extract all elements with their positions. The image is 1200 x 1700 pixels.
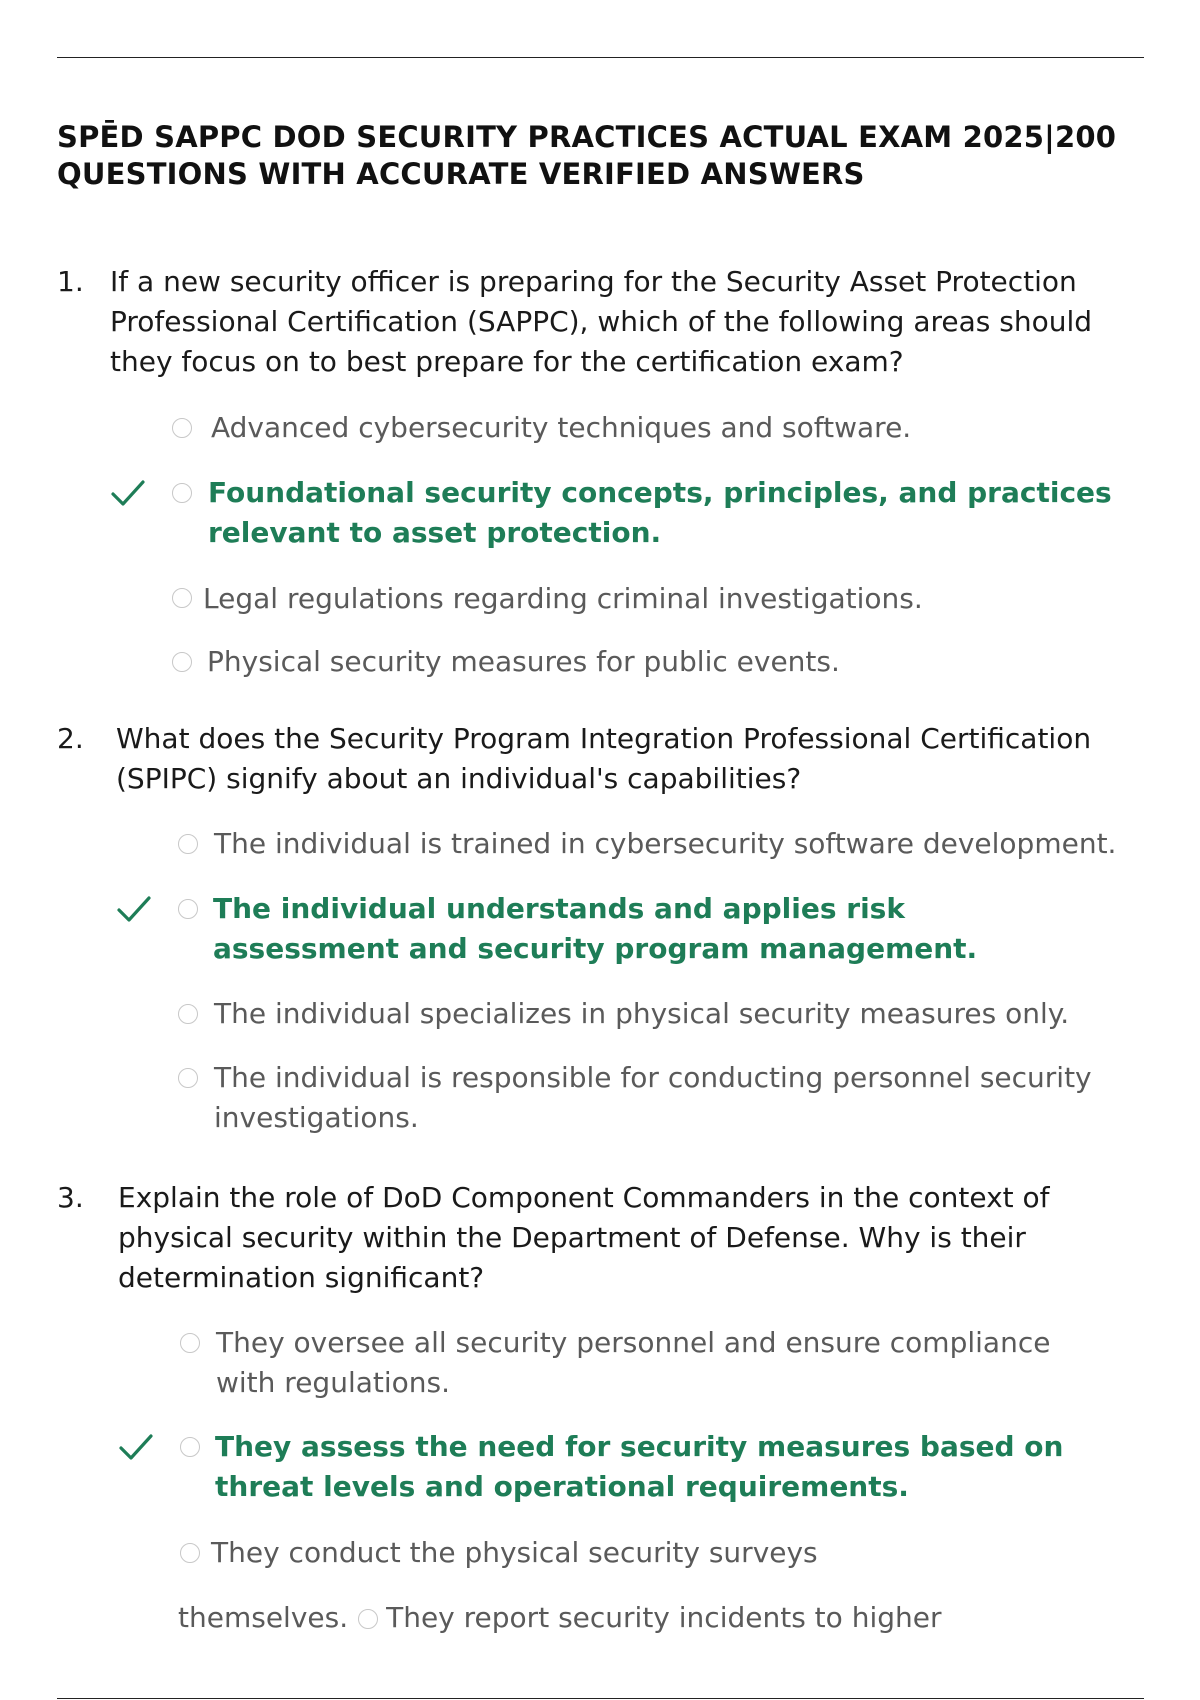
option-text: Legal regulations regarding criminal investigations. — [203, 582, 923, 615]
radio-empty-icon[interactable] — [172, 652, 192, 672]
radio-empty-icon[interactable] — [358, 1609, 378, 1629]
checkmark-icon — [116, 894, 152, 926]
radio-empty-icon[interactable] — [180, 1333, 200, 1353]
option-text: The individual specializes in physical security measures only. — [214, 997, 1070, 1030]
option-text: The individual is trained in cybersecurity software development. — [214, 827, 1117, 860]
option-text: They oversee all security personnel and ensure compliance with regulations. — [216, 1326, 1051, 1399]
option-text: Advanced cybersecurity techniques and software. — [211, 411, 912, 444]
question-text: What does the Security Program Integration Professional Certification (SPIPC) signify about an individual's capabilities? — [116, 722, 1092, 795]
radio-empty-icon[interactable] — [178, 899, 198, 919]
question-number: 1. — [57, 265, 84, 298]
checkmark-icon — [118, 1432, 154, 1464]
option-text: The individual is responsible for conducting personnel security investigations. — [214, 1061, 1092, 1134]
top-rule — [57, 57, 1144, 58]
option-text: They conduct the physical security surveys — [211, 1536, 818, 1569]
question-number: 3. — [57, 1181, 84, 1214]
option-text: themselves. — [178, 1601, 349, 1634]
radio-empty-icon[interactable] — [172, 483, 192, 503]
radio-empty-icon[interactable] — [178, 1004, 198, 1024]
radio-empty-icon[interactable] — [180, 1437, 200, 1457]
question-number: 2. — [57, 722, 84, 755]
radio-empty-icon[interactable] — [172, 588, 192, 608]
radio-empty-icon[interactable] — [180, 1543, 200, 1563]
option-text: Physical security measures for public events. — [207, 645, 840, 678]
option-text: They report security incidents to higher — [386, 1601, 942, 1634]
radio-empty-icon[interactable] — [172, 418, 192, 438]
radio-empty-icon[interactable] — [178, 1068, 198, 1088]
option-line-wrap — [178, 1598, 1158, 1638]
option-text-correct: They assess the need for security measures based on threat levels and operational requirements. — [215, 1430, 1064, 1503]
option-text-correct: The individual understands and applies risk assessment and security program management. — [213, 892, 978, 965]
question-text: If a new security officer is preparing for the Security Asset Protection Professional Certification (SAPPC), which of the following areas should they focus on to best prepare for the certification exam? — [110, 265, 1093, 378]
checkmark-icon — [110, 478, 146, 510]
radio-empty-icon[interactable] — [178, 834, 198, 854]
bottom-rule — [57, 1698, 1144, 1699]
option-text-correct: Foundational security concepts, principles, and practices relevant to asset protection. — [208, 476, 1112, 549]
question-text: Explain the role of DoD Component Commanders in the context of physical security within the Department of Defense. Why is their determination significant? — [118, 1181, 1050, 1294]
document-title: SPĒD SAPPC DOD SECURITY PRACTICES ACTUAL EXAM 2025|200 QUESTIONS WITH ACCURATE VERIFIED ANSWERS — [57, 120, 1117, 191]
